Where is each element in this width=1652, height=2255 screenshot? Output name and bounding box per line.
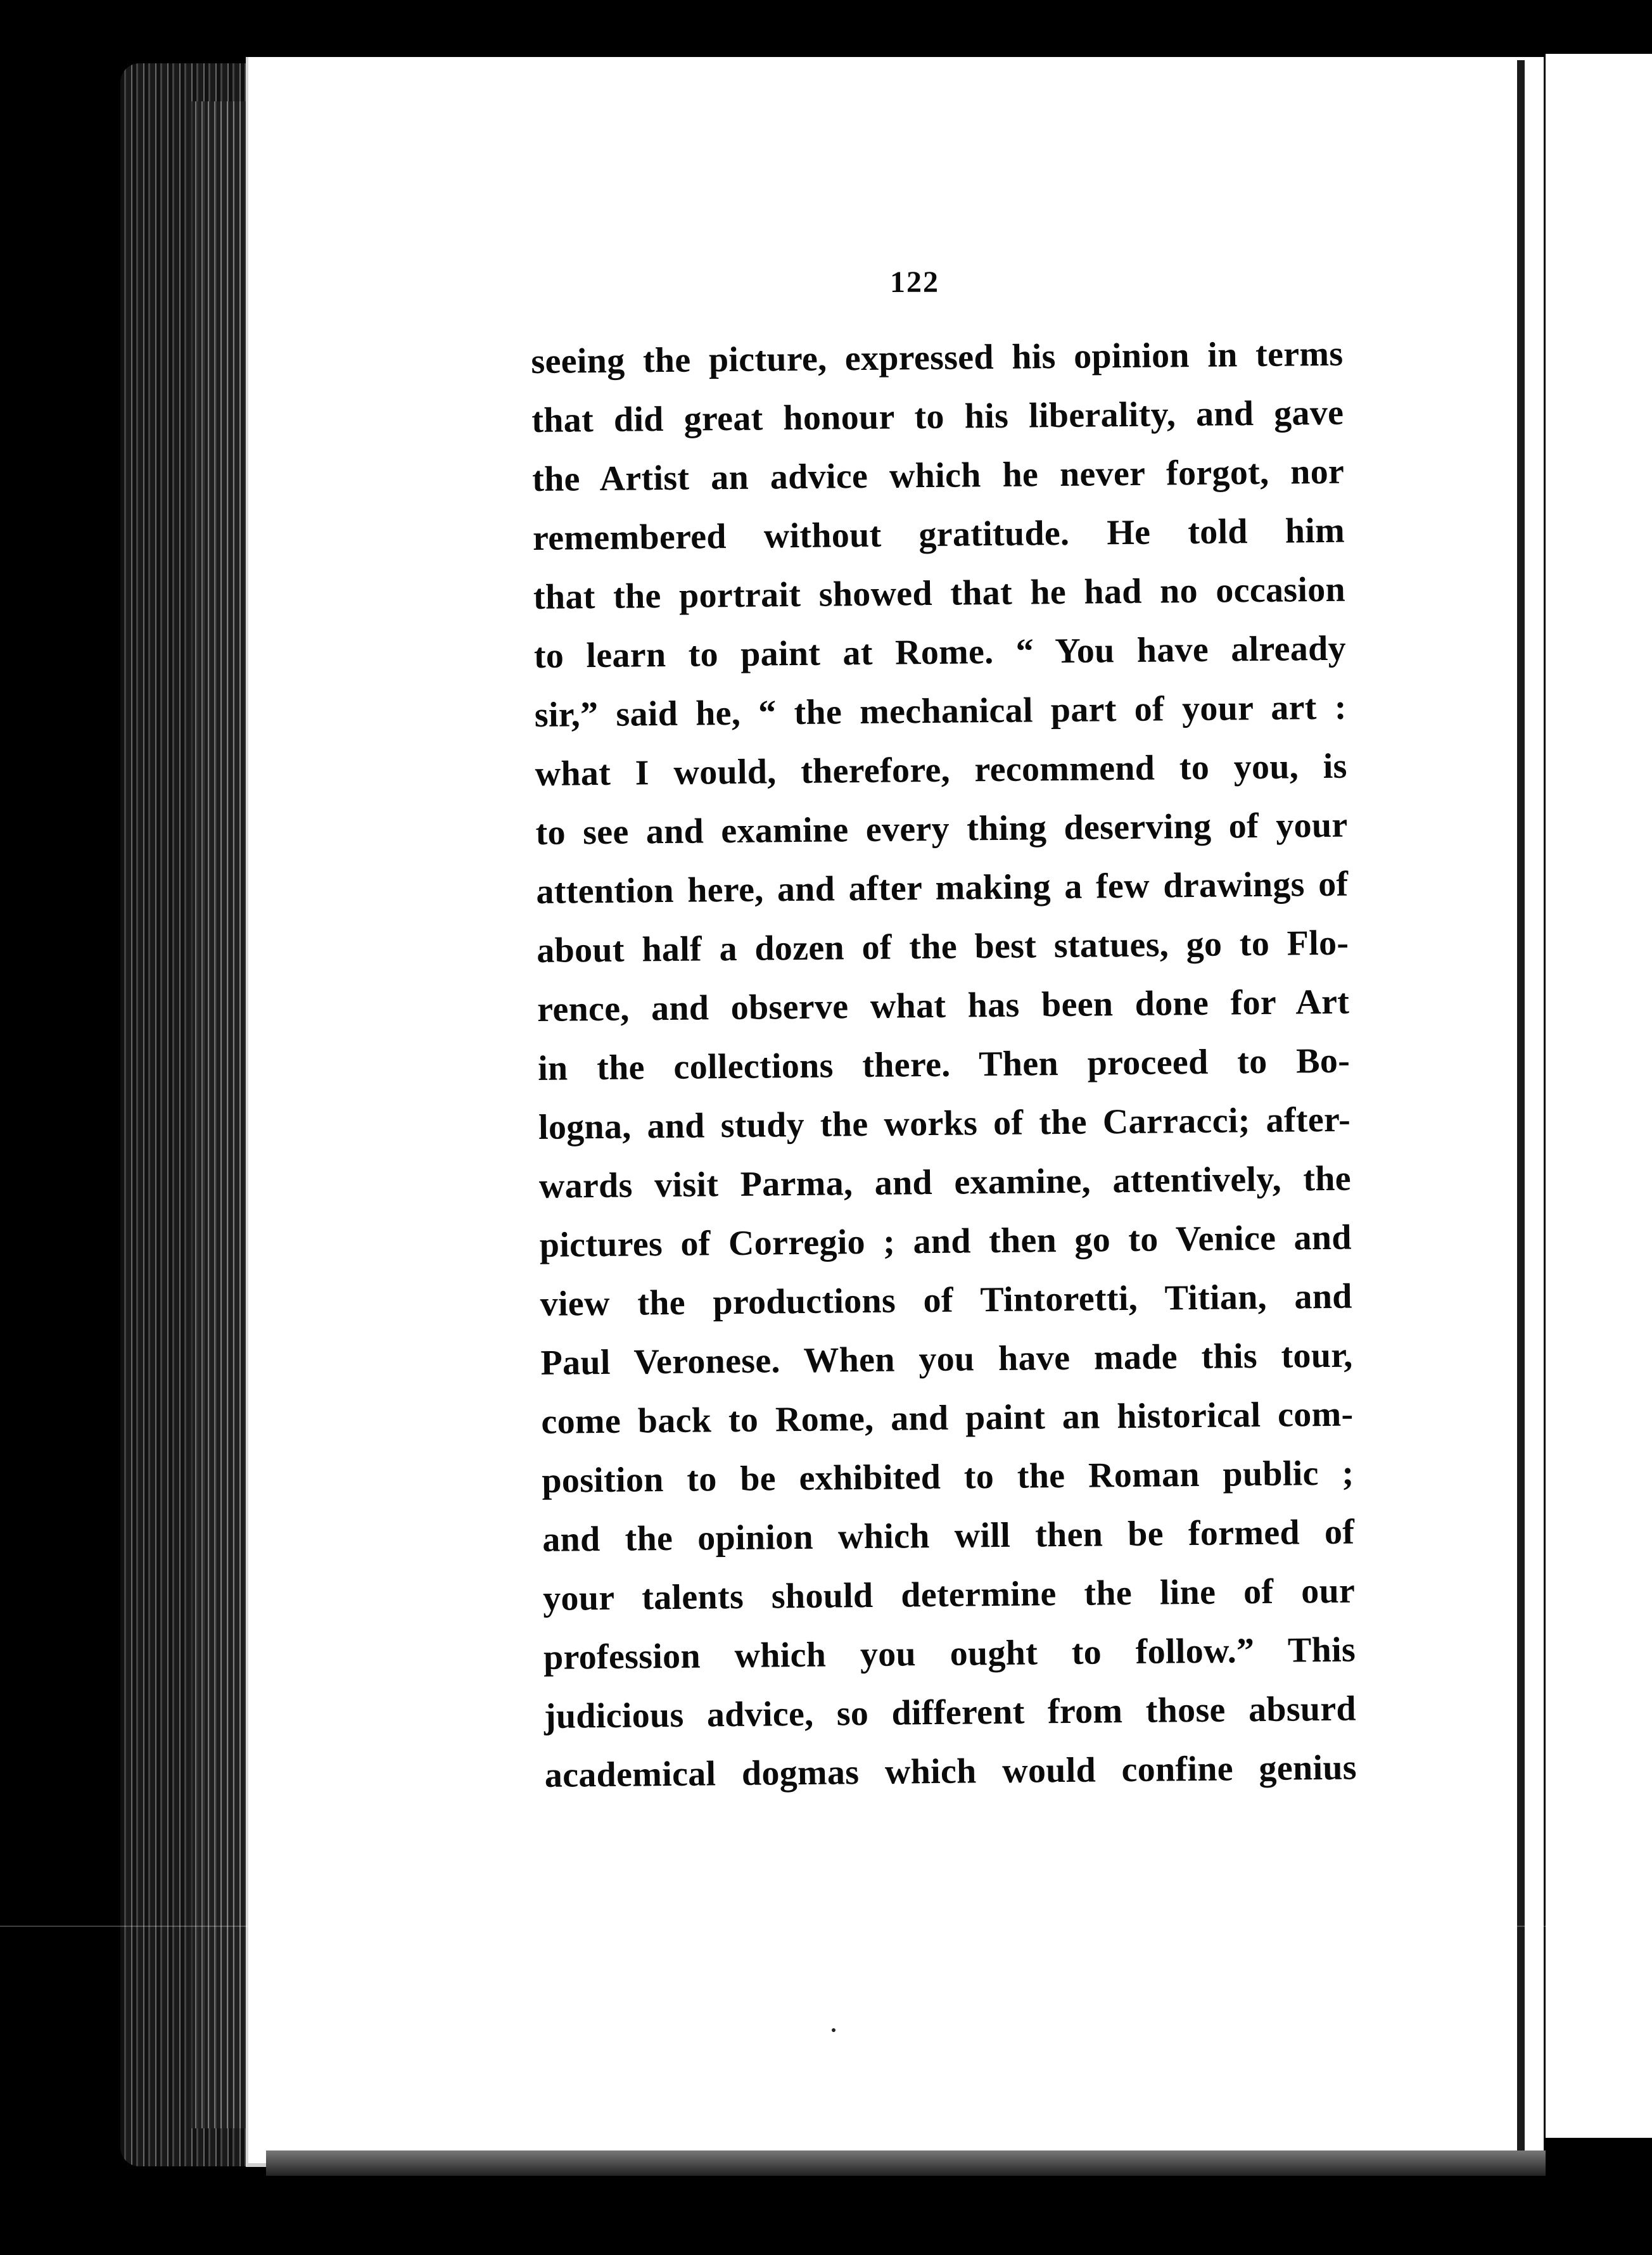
text-line: pictures of Corregio ; and then go to Venice and bbox=[539, 1217, 1352, 1265]
text-line: academical dogmas which would confine genius bbox=[544, 1748, 1357, 1795]
text-line: about half a dozen of the best statues, go to Flo- bbox=[537, 923, 1349, 970]
text-line: judicious advice, so different from those absurd bbox=[543, 1689, 1357, 1736]
text-line: sir,” said he, “ the mechanical part of your art : bbox=[534, 687, 1347, 735]
text-line: view the productions of Tintoretti, Titian, and bbox=[540, 1276, 1352, 1324]
text-line: wards visit Parma, and examine, attentively, the bbox=[538, 1159, 1352, 1206]
scan-artifact-line bbox=[0, 1926, 1652, 1927]
text-line: Paul Veronese. When you have made this tour, bbox=[540, 1335, 1353, 1383]
text-line: remembered without gratitude. He told him bbox=[532, 511, 1345, 558]
body-text bbox=[531, 325, 1357, 1805]
book-gutter bbox=[1517, 60, 1525, 2157]
text-line: to learn to paint at Rome. “ You have already bbox=[533, 628, 1347, 676]
page-number: 122 bbox=[890, 265, 939, 299]
text-line: position to be exhibited to the Roman public ; bbox=[542, 1453, 1354, 1501]
text-line: that did great honour to his liberality, and gave bbox=[531, 393, 1344, 440]
page-bottom-shadow bbox=[266, 2150, 1546, 2176]
text-line: logna, and study the works of the Carracci; after- bbox=[538, 1100, 1351, 1147]
text-line: what I would, therefore, recommend to you, is bbox=[535, 746, 1347, 794]
text-line: rence, and observe what has been done for Art bbox=[537, 982, 1350, 1029]
text-line: profession which you ought to follow.” This bbox=[543, 1630, 1356, 1677]
text-line: seeing the picture, expressed his opinion in terms bbox=[531, 334, 1344, 381]
text-line: the Artist an advice which he never forgot, nor bbox=[531, 452, 1345, 499]
text-line: attention here, and after making a few drawings of bbox=[536, 864, 1349, 912]
text-line: your talents should determine the line of our bbox=[542, 1571, 1356, 1618]
text-line: in the collections there. Then proceed to Bo- bbox=[537, 1041, 1350, 1088]
text-line: that the portrait showed that he had no occasion bbox=[533, 569, 1346, 617]
text-line: and the opinion which will then be formed of bbox=[542, 1512, 1355, 1559]
book-page-edges-left-highlight bbox=[190, 101, 247, 2128]
text-line: to see and examine every thing deserving of your bbox=[535, 805, 1348, 853]
text-line: come back to Rome, and paint an historical com- bbox=[541, 1394, 1354, 1442]
facing-page bbox=[1546, 54, 1652, 2138]
ink-speck bbox=[832, 2028, 836, 2032]
